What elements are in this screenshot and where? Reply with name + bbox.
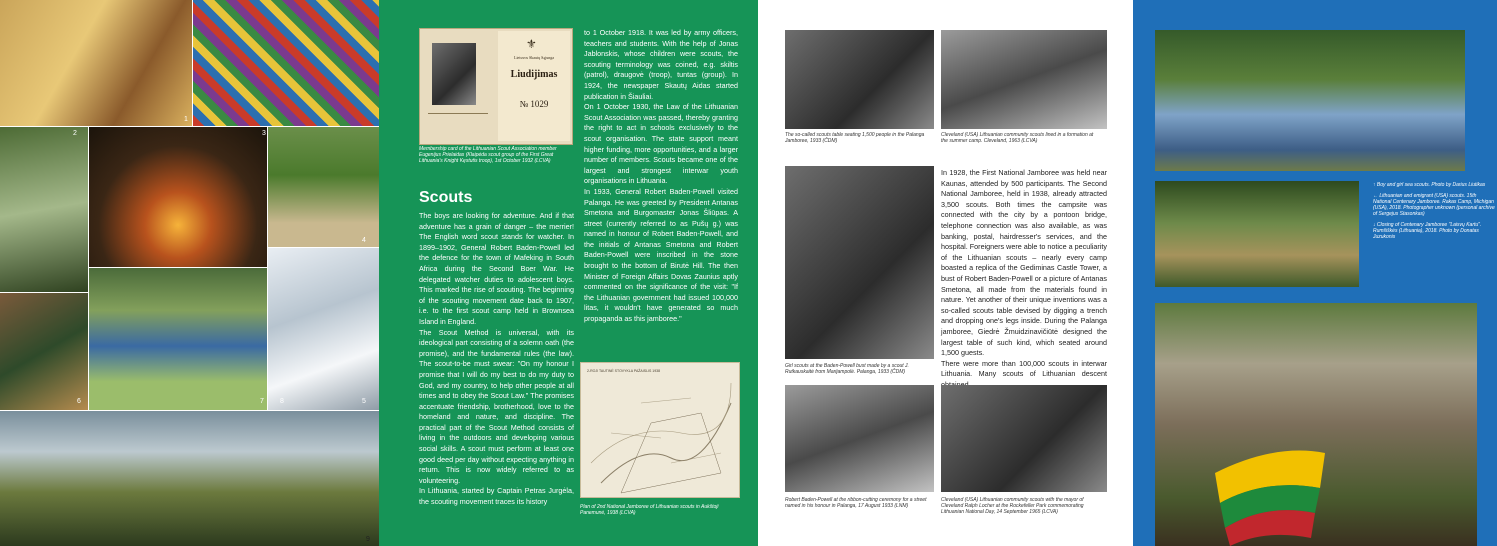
paragraph: The Scout Method is universal, with its ideological part consisting of a solemn oath (the promise), and the fundamental rules (the law). The scout-to-be must swear: "On my honour I promise that I will do my best to do my duty to God, and my country, to help other people at all times and to obey the Scout Law." The promises accentuate friendship, brotherhood, love to the homeland and nature, and discipline. The practical part of the Scout Method consists of living in the outdoors and developing various social skills. A scout must perform at least one good deed per day without expecting anything in return. This is now widely referred to as volunteering.	[419, 327, 574, 485]
arrow-left-icon: ←	[1373, 193, 1378, 199]
caption-sea-scouts	[1373, 182, 1495, 188]
article-column-3	[941, 168, 1107, 390]
caption-girl-scouts: Girl scouts at the Baden-Powell bust made by a scout J. Rutkauskaitė from Marijampolė. Palanga, 1933 (ČDM)	[785, 363, 909, 375]
photo-emigrant-scouts	[1155, 181, 1359, 287]
photo-number: 9	[366, 536, 370, 543]
caption-cleveland-formation: Cleveland (USA) Lithuanian community scouts lined in a formation at the summer camp. Cleveland, 1963 (LCVA)	[941, 132, 1094, 144]
paragraph: In Lithuania, started by Captain Petras Jurgėla, the scouting movement traces its history	[419, 486, 574, 507]
photo-girl-scouts-bust	[785, 166, 934, 359]
photo-number: 4	[362, 237, 366, 244]
paragraph: In 1933, General Robert Baden-Powell visited Palanga. He was greeted by President Antanas Smetona and Burgomaster Jonas Šliūpas. A street (currently referred to as Pušų g.) was named in honour of Robert Baden-Powell, and the initials of Antanas Smetona and Robert Baden-Powell were inscribed in the stone brought to the bottom of Birutė Hill. The then Minister of Foreign Affairs Dovas Zaunius aptly commented on the significance of the visit: "If the Lithuanian government had issued 100,000 litas, it wouldn't have generated so much propaganda as this jamboree."	[584, 186, 738, 324]
photo-cleveland-formation	[941, 30, 1107, 129]
photo-number: 2	[73, 130, 77, 137]
membership-card-image	[419, 28, 573, 145]
caption-ribbon-cutting: Robert Baden-Powell at the ribbon-cutting ceremony for a street named in his honour in Palanga, 17 August 1933 (LNM)	[785, 497, 927, 509]
photo-badges	[193, 0, 379, 126]
photo-number: 6	[77, 398, 81, 405]
caption-closing-jamboree	[1373, 222, 1495, 240]
article-panel-green	[379, 0, 758, 546]
card-number: № 1029	[519, 99, 549, 109]
paragraph: The boys are looking for adventure. And if that adventure has a grain of danger – the merrier! The English word scout stands for watcher. In 1899–1902, General Robert Baden-Powell led the defence for the town of Mafeking in South Africa during the Second Boer War. He delegated watcher duties to adolescent boys. This marked the rise of scouting. The beginning of the scouting movement date back to 1907, i.e. to the first scout camp held in Brownsea Island in England.	[419, 211, 574, 326]
photo-scout-leader-hat	[0, 293, 88, 410]
paragraph: There were more than 100,000 scouts in interwar Lithuania. Many scouts of Lithuanian descent	[941, 358, 1107, 379]
photo-ribbon-cutting	[785, 385, 934, 492]
membership-card-caption: Membership card of the Lithuanian Scout Association member Eugenijus Prielaidas (Klaipėda scout group of the First Great Lithuania's Knight Kęstutis troop), 1st October 1932 (LCVA)	[419, 146, 557, 164]
arrow-down-icon: ↓	[1373, 222, 1376, 228]
card-signature-area	[428, 113, 488, 136]
photo-number: 3	[262, 130, 266, 137]
lithuanian-flag-drawing	[1155, 303, 1477, 546]
card-right-page	[498, 31, 570, 141]
paragraph: to 1 October 1918. It was led by army officers, teachers and students. With the help of Jonas Jablonskis, whose children were scouts, the scouting terminology was coined, e.g. skiltis (patrol), draugovė (troop), tuntas (group). In 1924, the newspaper Skautų Aidas started publication in Šiauliai.	[584, 28, 738, 101]
caption-text: Lithuanian and emigrant (USA) scouts. 15th National Centenary Jamboree. Rakas Camp, Michigan (USA), 2018. Photographer unknown (personal archive of Sergejus Stasonkas)	[1373, 193, 1495, 217]
card-title: Liudijimas	[510, 69, 558, 80]
caption-text: Boy and girl sea scouts. Photo by Darius Liutikas	[1376, 182, 1486, 188]
photo-panel-blue	[1133, 0, 1497, 546]
photo-flag-ceremony	[0, 411, 379, 546]
photo-number: 8	[280, 398, 284, 405]
card-portrait	[432, 43, 476, 105]
map-caption: Plan of 2nd National Jamboree of Lithuanian scouts in Aukštoji Panemunė, 1938 (LCVA)	[580, 504, 719, 516]
paragraph: In 1928, the First National Jamboree was held near Kaunas, attended by 500 participants. The Second National Jamboree, held in 1938, already attracted 3,500 scouts. Both times the campsite was connected with the city by a pontoon bridge, telephone connection was also available, as was banking, postal, hairdresser's services, and the hospital. Foreigners were able to notice a peculiarity of the Lithuanian scouts – nearly every camp boasted a replica of the Gediminas Castle Tower, a bust of Robert Baden-Powell or a picture of Antanas Smetona, all made from the materials found in nature. Yet another of their unique inventions was a so-called scouts table devised by digging a trench and dropping one's legs inside. During the Palanga jamboree, Giedrė Žmuidzinavičiūtė designed the largest table of such kind, which seated around 1,500 guests.	[941, 168, 1107, 358]
caption-text: Closing of Centenary Jamboree "Laisvų Kartu". Rumšiškės (Lithuania), 2018. Photo by Donatas Juzukonis	[1373, 222, 1482, 240]
photo-panel-white	[758, 0, 1133, 546]
fleur-de-lis-icon: ⚜	[526, 37, 537, 51]
photo-collage-panel	[0, 0, 379, 546]
photo-forest-scouts	[0, 127, 88, 292]
photo-scouts-flag	[268, 127, 379, 247]
jamboree-map-image	[580, 362, 740, 498]
photo-closing-jamboree-flag	[1155, 303, 1477, 546]
article-column-1	[419, 211, 574, 508]
article-column-2	[584, 28, 738, 325]
photo-sea-scouts-group	[1155, 30, 1465, 171]
photo-snow-forest	[268, 248, 379, 410]
map-title: 2-ROJI TAUTINĖ STOVYKLA PAŽAISLIS 1938	[587, 369, 661, 373]
photo-number: 5	[362, 398, 366, 405]
photo-group-pyramid	[89, 268, 267, 410]
card-org-name: Lietuvos Skautų Sąjunga	[514, 55, 554, 60]
paragraph: On 1 October 1930, the Law of the Lithuanian Scout Association was passed, thereby granting the right to act in schools exclusively to the scout organisation. The state support meant higher funding, more opportunities, and a larger number of members. Scouts became one of the largest and strongest interwar youth organisations in Lithuania.	[584, 102, 738, 186]
caption-scouts-table: The so-called scouts table seating 1,500 people in the Palanga Jamboree, 1933 (ČDM)	[785, 132, 925, 144]
photo-campfire	[89, 127, 267, 267]
blue-captions	[1373, 182, 1495, 240]
photo-scouts-table	[785, 30, 934, 129]
photo-number: 1	[184, 116, 188, 123]
article-heading: Scouts	[419, 189, 473, 206]
caption-emigrant-scouts	[1373, 193, 1495, 217]
photo-cleveland-mayor	[941, 385, 1107, 492]
photo-number: 7	[260, 398, 264, 405]
arrow-up-icon: ↑	[1373, 182, 1376, 188]
map-drawing	[581, 363, 739, 497]
photo-girl-painting	[0, 0, 192, 126]
caption-cleveland-mayor: Cleveland (USA) Lithuanian community scouts with the mayor of Cleveland Ralph Locher at the Rockefeller Park commemorating Lithuanian National Day, 14 September 1965 (LCVA)	[941, 497, 1084, 515]
